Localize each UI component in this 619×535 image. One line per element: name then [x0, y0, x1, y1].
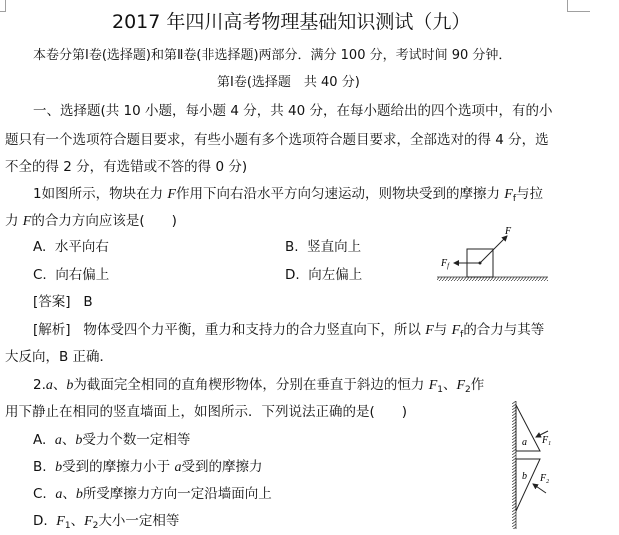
- instructions-line-1: 一、选择题(共 10 小题，每小题 4 分，共 40 分，在每小题给出的四个选项中，有的小: [33, 103, 553, 119]
- label-F1: $F_1$: [542, 435, 552, 447]
- q1-option-d: D. 向左偏上: [285, 267, 363, 283]
- q2-wedge-diagram: [512, 401, 562, 529]
- answer-value: B: [83, 294, 93, 310]
- q1-analysis-line-2: 大反向，B 正确．: [5, 349, 114, 365]
- ground-hatch: [437, 277, 548, 281]
- instructions-line-3: 不全的得 2 分，有选错或不答的得 0 分): [5, 159, 248, 175]
- page-corner-mark-right: [567, 0, 590, 12]
- var-F: F: [167, 187, 176, 202]
- wedge-a: [516, 405, 540, 451]
- label-Ff: $F_f$: [441, 258, 450, 270]
- q1-stem-line-1: 1如图所示，物块在力 F作用下向右沿水平方向匀速运动，则物块受到的摩擦力 $F_f$与拉: [33, 186, 543, 204]
- section-heading: 第Ⅰ卷(选择题 共 40 分): [217, 75, 360, 90]
- label-a: a: [522, 437, 527, 448]
- exam-intro: 本卷分第Ⅰ卷(选择题)和第Ⅱ卷(非选择题)两部分．满分 100 分，考试时间 90 分钟．: [33, 48, 512, 63]
- wedge-b: [516, 459, 540, 511]
- q2-stem-line-2: 用下静止在相同的竖直墙面上，如图所示．下列说法正确的是( ): [5, 404, 408, 420]
- q1-option-c: C. 向右偏上: [33, 267, 110, 283]
- q2-option-a: A. a、b受力个数一定相等: [33, 432, 191, 448]
- q1-option-b: B. 竖直向上: [285, 239, 362, 255]
- label-F: F: [505, 226, 512, 237]
- q1-option-a: A. 水平向右: [33, 239, 109, 255]
- wall-hatch: [512, 401, 516, 529]
- q2-option-b: B. b受到的摩擦力小于 a受到的摩擦力: [33, 459, 263, 475]
- instructions-line-2: 题只有一个选项符合题目要求，有些小题有多个选项符合题目要求，全部选对的得 4 分，选: [5, 132, 549, 148]
- q1-analysis-line-1: [解析] 物体受四个力平衡，重力和支持力的合力竖直向下，所以 F与 $F_f$的合力与其等: [33, 322, 545, 340]
- answer-label: [答案]: [33, 294, 71, 310]
- label-F2: $F_2$: [540, 473, 550, 485]
- q1-answer: [33, 293, 93, 311]
- document-title: 2017 年四川高考物理基础知识测试（九）: [112, 11, 471, 33]
- label-b: b: [522, 471, 527, 482]
- q1-force-diagram: [437, 228, 547, 288]
- q2-option-d: D. $F_1$、$F_2$大小一定相等: [33, 513, 180, 531]
- q2-option-c: C. a、b所受摩擦力方向一定沿墙面向上: [33, 486, 272, 502]
- q2-stem-line-1: 2.a、b为截面完全相同的直角楔形物体，分别在垂直于斜边的恒力 $F_1$、$F_2$作: [33, 377, 485, 395]
- page-corner-mark-left: [0, 0, 6, 12]
- var-Ff: F: [504, 187, 513, 202]
- q1-stem-line-2: 力 F的合力方向应该是( ): [5, 213, 177, 229]
